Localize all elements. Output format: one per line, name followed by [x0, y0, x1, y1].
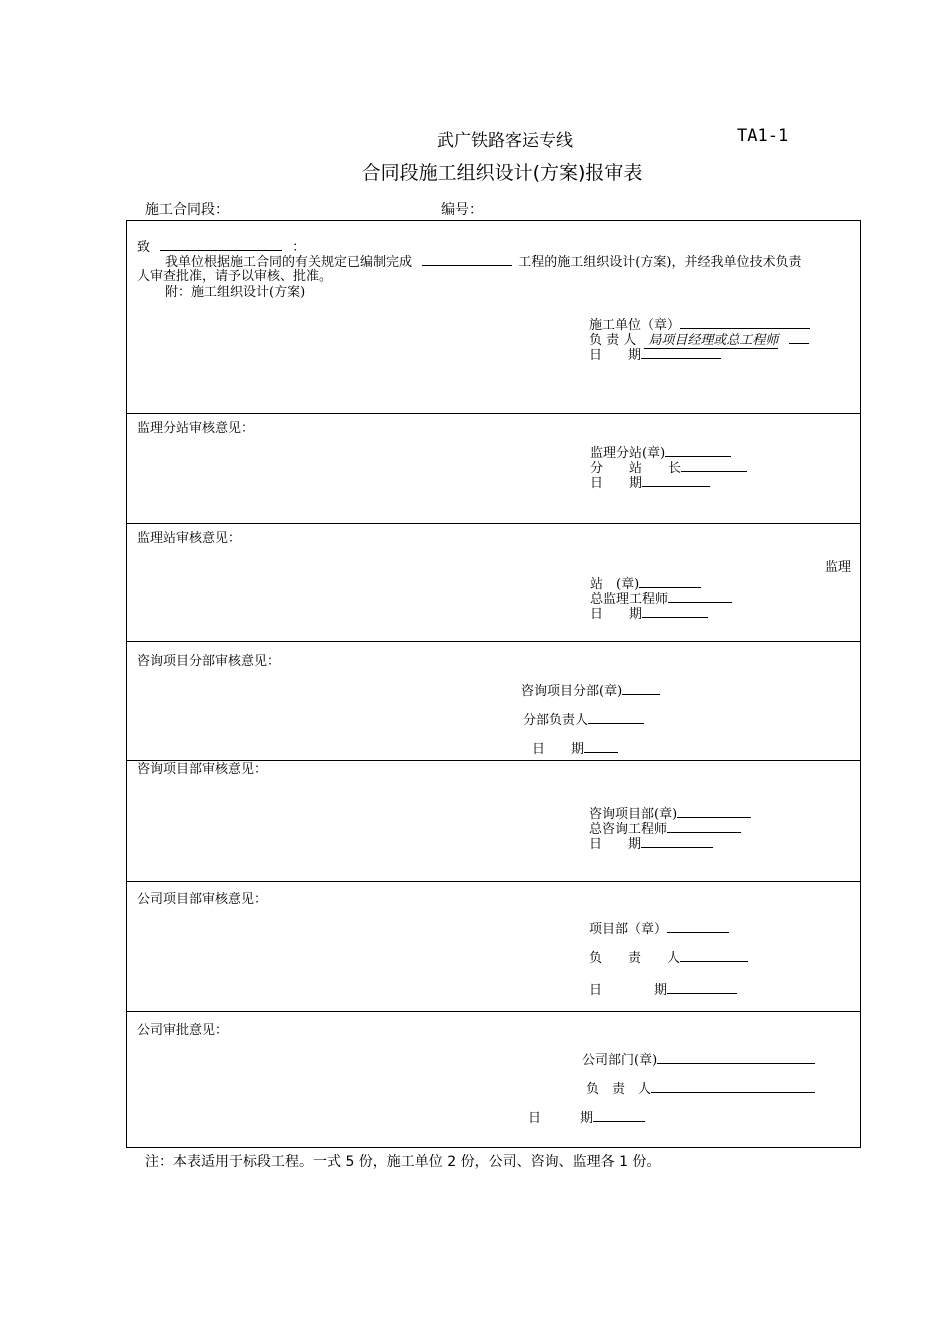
- sign-field[interactable]: [642, 474, 710, 487]
- sign-label: 咨询项目分部(章): [521, 684, 623, 699]
- consulting-subdept-section: [127, 641, 860, 760]
- form-code: TA1-1: [737, 126, 789, 146]
- recipient-field[interactable]: [160, 238, 282, 251]
- sign-label: 公司部门(章): [582, 1053, 658, 1068]
- sign-field[interactable]: [668, 590, 732, 603]
- body-part1: 我单位根据施工合同的有关规定已编制完成: [165, 255, 413, 270]
- sign-label-wrap: 监理: [825, 560, 852, 575]
- sign-field[interactable]: [584, 740, 618, 753]
- sign-field[interactable]: [665, 444, 731, 457]
- sign-person-field[interactable]: [789, 331, 809, 344]
- attachment-line: 附：施工组织设计(方案): [165, 285, 306, 300]
- sign-label: 总监理工程师: [590, 592, 669, 607]
- footer-note: 注：本表适用于标段工程。一式 5 份，施工单位 2 份，公司、咨询、监理各 1 份。: [145, 1154, 661, 1170]
- company-project-dept-section: [127, 881, 860, 1011]
- sign-person-value: 局项目经理或总工程师: [644, 333, 778, 349]
- sign-field[interactable]: [622, 682, 660, 695]
- sign-date-field[interactable]: [641, 346, 721, 359]
- submission-body-line1: [165, 253, 801, 270]
- section-heading: 咨询项目部审核意见：: [137, 762, 268, 777]
- sign-row: [582, 1051, 815, 1068]
- section-heading: 公司项目部审核意见：: [137, 892, 268, 907]
- sign-label: 站 (章): [590, 577, 640, 592]
- sign-field[interactable]: [641, 835, 713, 848]
- sign-field[interactable]: [657, 1051, 815, 1064]
- sign-label: 日 期: [532, 742, 585, 757]
- submission-body-line2: 人审查批准，请予以审核、批准。: [137, 269, 333, 284]
- sign-row: [523, 711, 644, 728]
- project-name-field[interactable]: [422, 253, 512, 266]
- project-name: 武广铁路客运专线: [437, 131, 573, 151]
- sign-person-label: 负 责 人: [589, 333, 637, 348]
- sign-row: [586, 1080, 815, 1097]
- sign-unit-label: 施工单位（章）: [589, 318, 681, 333]
- sign-field[interactable]: [588, 711, 644, 724]
- sign-label: 日 期: [590, 476, 643, 491]
- submission-section: [127, 221, 860, 413]
- sign-field[interactable]: [593, 1109, 645, 1122]
- sign-row: [528, 1109, 645, 1126]
- sign-row: [590, 605, 708, 622]
- sign-label: 日 期: [589, 983, 668, 998]
- contract-section-label: 施工合同段：: [145, 202, 229, 218]
- sign-field[interactable]: [667, 820, 741, 833]
- sign-label: 分部负责人: [523, 713, 589, 728]
- sign-field[interactable]: [639, 575, 701, 588]
- section-heading: 咨询项目分部审核意见：: [137, 654, 281, 669]
- sign-row: [532, 740, 618, 757]
- to-prefix: 致: [137, 240, 151, 255]
- company-approval-section: [127, 1011, 860, 1147]
- sign-unit-field[interactable]: [680, 316, 810, 329]
- sign-field[interactable]: [642, 605, 708, 618]
- approval-form: [126, 220, 861, 1148]
- supervision-station-section: [127, 523, 860, 641]
- body-part2: 工程的施工组织设计(方案)，并经我单位技术负责: [518, 255, 802, 270]
- sign-date-label: 日 期: [589, 348, 642, 363]
- sign-field[interactable]: [680, 949, 748, 962]
- section-heading: 监理分站审核意见：: [137, 421, 255, 436]
- sign-label: 监理分站(章): [590, 446, 666, 461]
- sign-row: [589, 920, 729, 937]
- sign-field[interactable]: [677, 805, 751, 818]
- sign-row: [521, 682, 660, 699]
- sign-label: 负 责 人: [589, 951, 681, 966]
- sign-field[interactable]: [651, 1080, 815, 1093]
- sign-date-row: [589, 346, 721, 363]
- sign-label: 日 期: [528, 1111, 594, 1126]
- consulting-dept-section: [127, 760, 860, 881]
- sign-label: 总咨询工程师: [589, 822, 668, 837]
- sign-row: [590, 474, 710, 491]
- sign-field[interactable]: [667, 920, 729, 933]
- section-heading: 公司审批意见：: [137, 1023, 229, 1038]
- sign-label: 负 责 人: [586, 1082, 652, 1097]
- supervision-substation-section: [127, 413, 860, 523]
- sign-field[interactable]: [681, 459, 747, 472]
- form-title: 合同段施工组织设计(方案)报审表: [361, 162, 643, 184]
- sign-label: 咨询项目部(章): [589, 807, 678, 822]
- sign-row: [589, 835, 713, 852]
- to-suffix: ：: [292, 240, 306, 255]
- section-heading: 监理站审核意见：: [137, 531, 242, 546]
- sign-label: 项目部（章）: [589, 922, 668, 937]
- sign-field[interactable]: [667, 981, 737, 994]
- sign-label: 日 期: [590, 607, 643, 622]
- number-label: 编号：: [441, 202, 483, 218]
- sign-label: 分 站 长: [590, 461, 682, 476]
- sign-label: 日 期: [589, 837, 642, 852]
- sign-row: [589, 949, 748, 966]
- sign-row: [589, 981, 737, 998]
